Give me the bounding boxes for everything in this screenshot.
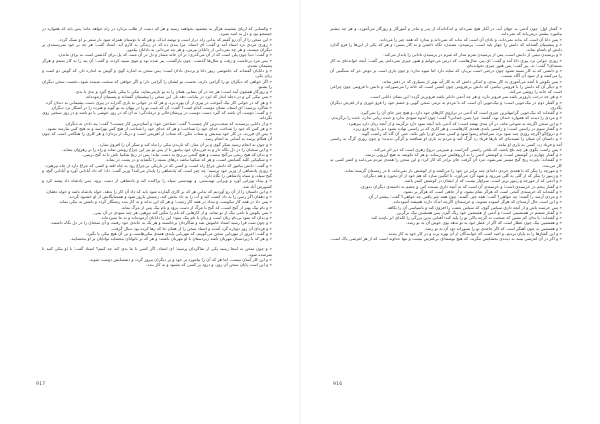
paragraph: « و این است پایان سخن آن روز، و درود بر کسی که بشنود و به کار بندد. [146, 262, 272, 267]
paragraph: « و آدمی که از مورچه و زنبور برتر است، سزاوار نیست که از ایشان در کوشش کمتر باشد. [403, 178, 562, 184]
paragraph: « گفتار اول: چون آدمی به جهان آید، در آغاز هیچ نمی‌داند و اندک‌اندک از پدر و مادر و آموزگار و روزگار می‌آموزد، و هر چه بیشتر بیاموزد بیشتر درمی‌یابد که نمی‌داند. [330, 26, 562, 37]
paragraph: « و هر چه درخت بارورتر باشد سر فروتر دارد، و هر چه آدمی داناتر باشد فروتن‌تر گردد؛ این نشان دانایی است. [369, 94, 562, 100]
paragraph: « و همنشین بد چون آهنگر است که اگر جامه‌ی تو را نسوزاند دود آن به تو رسد. [424, 225, 562, 231]
paragraph: « این سخن را از آن رو گفتم که بدانی راه دراز است و توشه اندک، و هر که با دوستان همراه شود بار سفر بر او سبک گردد. [58, 36, 272, 42]
paragraph: « پس بکوش تا آنچه می‌آموزی به کار بندی، و اندکی دانش که به کار آید بهتر از بسیاری که در دفتر بماند. [381, 78, 562, 84]
paragraph: « پس بکوش تا نامی نیک از تو بماند، و از کارهایی که نام را ننگین کند بپرهیز، هر چند سودی در آن بینی. [93, 209, 272, 215]
paragraph: « پس داد در همه کار نیکوست و بیداد در همه کار زشت؛ و هر که این بداند و به کار بندد رستگار گردد و نامش به نیکی بماند. [58, 199, 272, 205]
paragraph: « پس مرد برخاست و رفت و سال‌ها گذشت. چون بازگشت، پیر شده بود و موی سپید کرده، و گفت: آن پند را به کار بستم و هرگز پشیمان نشدم. [42, 57, 272, 68]
paragraph: « و زنبور را بنگر که از گلی به گلی می‌رود و شهد گرد می‌آورد، تا انگبین سازد که هم خود از آن بخورد و هم دیگران. [362, 173, 562, 178]
paragraph: « روزی پادشاهی از وزیر خود پرسید: چه چیز است که پادشاهی را پایدار می‌کند؟ وزیر گفت: داد؛ که داد آبادانی آورد و آبادانی گنج، و گنج سپاه، و سپاه پادشاهی را نگاه دارد. [42, 167, 272, 178]
paragraph: « شاگرد پرسید: ای استاد، نشان دوست کدام است؟ گفت: آن که عیب تو را در پنهان به تو گوید و هنرت را در آشکار نزد دیگران. [50, 104, 272, 110]
paragraph: « و گفتار چهارم در کوشش است؛ و کوشش آدمی را به آرزوهایش می‌رساند، و هر که نکوشد به هیچ آرزویی نرسد. [364, 152, 562, 157]
paragraph: « و از دانایی پرسیدند که سخت‌ترین کار چیست؟ گفت: شناختن خود؛ و آسان‌ترین کار چیست؟ گفت: پند دادن به دیگران. [64, 120, 272, 126]
paragraph: « و هر کس که خود را شناخت خدای خود را شناخت؛ و هر که خدای خود را شناخت از هیچ کس نهراسد و به هیچ کس نیازمند نشود. [46, 125, 272, 131]
paragraph: « و شکیبایی کلید گشایش است، و هر که شکیبا نباشد درهای بسته را نگشاید و در پشت در بماند. [105, 157, 272, 163]
paragraph: « و این سخنان را در دل نگاه دار و به فرزندان خود بیاموز تا از پس تو نیز این چراغ روشن بماند و راه را بر رهروان بنماید. [61, 146, 272, 152]
paragraph: « و روزگار همچون آینه است؛ هر چه در آن بنمایی همان را به تو بازمی‌نماید، نیکی با نیکی پاسخ گیرد و بدی با بدی. [74, 89, 272, 94]
paragraph: « و این کار آسان نیست، اما هر که آن را بیاموزد بر خود و بر دیگران پیروز گردد و دشمنانش دوست شوند. [88, 256, 272, 262]
paragraph: « و داستان آن شبان را شنیده‌ای که بارها فریاد زد گرگ آمد و مردم به یاری او شتافتند و گرگی ندیدند؛ و چون روزی گرگ به راستی آمد و فریاد زد، کسی به یاری او نیامد. [330, 136, 562, 147]
paragraph: « و همنشین نیک چون عطار است که اگر از عطر خود به تو ندهد بوی خوش آن به تو رسد. [405, 220, 562, 226]
right-page [300, 0, 600, 424]
paragraph: « و چون سخن به اینجا رسید یکی از شاگردان پرسید: ای استاد، اگر کسی با ما بدی کند چه کنیم؟ استاد گفت: با او نیکی کنید تا شرمنده شود. [42, 246, 272, 257]
paragraph: « و گفته‌اند که نیک‌خویی گرانبهاترین چیزی است که آدمی در ترازوی کارهای خود دارد، و هیچ چیز جای آن را نمی‌گیرد. [359, 110, 562, 115]
paragraph: « و این است حال آزمندان که هرگز آسوده نشوند، و خرسندان اگرچه اندک دارند همیشه آسوده‌اند. [392, 199, 562, 205]
paragraph: « و گفته‌اند که خرسندی گنجی است که هرگز تمام نشود، و آز چاهی است که هرگز پر نشود. [402, 188, 562, 194]
paragraph: « و گفتار سوم در راستی است؛ و راستی پایه‌ی همه‌ی کارهاست، و هر کاری که بر راستی نهاده نشود دیر یا زود فرو ریزد. [352, 125, 562, 131]
paragraph: « و پرسیدن نیمی از دانش است، پس از پرسیدن شرم مدار که شرم در پرسیدن نادانی را پایدار می‌کند. [383, 52, 562, 58]
paragraph: « و گفتار پنجم در خرسندی است؛ و خرسندی آن است که به آنچه داری بسنده کنی و چشم به داشته‌ی دیگران ندوزی. [359, 183, 562, 189]
paragraph: « و مردی را دیدند که همواره خندان بود، گفتند: چرا چنین خندانی؟ گفت: چون اندوه سودی ندارد و خنده زیانی ندارد، خنده را برگزیدم. [330, 115, 562, 121]
paragraph: « روزی مردی نزد استاد آمد و گفت: ای استاد، مرا پندی ده که در زندگی به کارم آید. استاد گفت: هر چه بر خود نمی‌پسندی بر دیگران مپسند، و هر چه نمی‌دانی از دانایان بپرس، و هر چه می‌دانی به نادانان بیاموز. [42, 41, 272, 52]
paragraph: « و چون شب فرا رسید استاد خاموش شد و شاگردان برخاستند و هر یک به خانه‌ی خود رفتند، و آن سخنان را در دل نگاه داشتند. [50, 220, 272, 226]
paragraph: « پس راست بگوی هر چند تلخ باشد، که تلخی راستی گذراست و شیرینی دروغ زهری است که دیر اثر می‌کند. [373, 146, 562, 152]
paragraph: « و گفتار دوم در نیک‌خویی است؛ و نیک‌خویی آن است که با مردم به نرمی سخن گویی و خشم خود را فرو خوری و از لغزش دیگران بگذری. [330, 99, 562, 110]
paragraph: « و دهقان اگر زمین را به داد کشت کند و آب را به داد بخش کند، زمینش بارور شود و همسایگانش از او خشنود گردند. [68, 194, 272, 199]
paragraph: « و دانایان گفته‌اند که خاموشی زیور دانا و پرده‌ی نادان است؛ پس سخن به اندازه گوی و گوش به اندازه دار، که گوش دو است و زبان یکی. [42, 68, 272, 79]
paragraph: « و گفت: دوست آن باشد که گیرد دست دوست در پریشان‌حالی و درماندگی؛ نه آن که در روز خوشی با تو باشد و در روز سختی روی بگرداند. [42, 110, 272, 121]
paragraph: « و گفتار ششم در همنشینی است؛ و آدمی از همنشین خود رنگ گیرد، پس همنشین نیک برگزین. [395, 209, 562, 215]
paragraph: « و گفت: دانش بیاموز که دانش چراغ راه است، و کسی که در تاریکی بی‌چراغ رود به چاه افتد و کسی که چراغ دارد از چاه بپرهیزد. [44, 162, 272, 168]
paragraph: « و نام نیک بهتر از گنج است، که گنج با مرگ از دست برود و نام نیک پس از مرگ بماند. [120, 204, 272, 210]
paragraph: « پس خرسند باش و از آنچه داری سپاس گوی، که سپاس نعمت را افزون کند و ناسپاسی آن را بکاهد. [386, 204, 562, 210]
paragraph: « و پیشینیان گفته‌اند که دانش را چهار پایه است: پرسیدن، شنیدن، نگاه داشتن و به کار بستن؛ و هر که یکی از این‌ها را فرو گذارد دانش او ناتمام بماند. [330, 41, 562, 52]
paragraph: « پس دانا آن است که بداند نمی‌داند، و نادان آن است که نداند که نمی‌داند و پندارد که همه چیز را می‌داند. [379, 36, 562, 42]
paragraph: « وکسانی که ازپای بنشینند هرگز به مقصود نخواهند رسید و هر که دست از طلب بردارد در راه خواهد ماند؛ پس باید که همواره در جستجو بود و دل به امید سپرد. [42, 26, 272, 37]
paragraph: « و گفت: دنیا چون پلی است که از آن می‌گذری؛ بر آن خانه مساز و دل در آن مبند، که پل برای گذشتن است نه برای ماندن. [57, 52, 272, 58]
paragraph: « و هر که با زیردستان مهربان باشد زبردستان با او مهربان باشند؛ و هر که بر ناتوانان ببخشاید توانایان بر او ببخشایند. [70, 236, 272, 241]
paragraph: « اگر خواهی که دیگران تو را گرامی دارند، نخست تو ایشان را گرامی دار؛ و اگر خواهی که سخنت شنیده شود، نخست سخن دیگران را بشنو. [42, 78, 272, 89]
paragraph: « و دیگر آن که دانش را با فروتنی بیامیز، که دانش بی‌فروتنی چون آتشی است که خانه را می‌سوزاند، و دانش با فروتنی چون چراغی است که خانه را روشن می‌کند. [330, 83, 562, 94]
paragraph: « پس نیکی کن و در دجله انداز که ایزد در بیابانت دهد باز. این سخن را پیشینیان گفته‌اند و پسینیان آزموده‌اند. [84, 94, 272, 100]
paragraph: « و دروغ‌گو اگرچه روزی چند سود برد، سرانجام رسوا شود و کسی سخن او را باور نکند، حتی آن گاه که راست گوید. [360, 131, 562, 136]
paragraph: « و مورچه را بنگر که با همه‌ی خردی دانه‌ای چند برابر تن خود را می‌کشد و از کوشش باز نمی‌ماند، تا در زمستان گرسنه نماند. [344, 167, 562, 173]
paragraph: « و دانشی که به کار بسته نشود چون درختی است بی‌بار، که سایه دارد اما میوه ندارد؛ و چون باری است بر دوش خر که سنگینی آن را می‌کشد و از سود آن آگاه نیست. [330, 68, 562, 79]
paragraph: « و گفته‌اند: با بدان کم نشین که صحبت بد گرچه پاکی تو را پلید کند؛ آفتابی بدین بزرگی را لکه‌ای ابر ناپدید کند. [370, 215, 562, 220]
right-page-text [330, 26, 562, 374]
left-page-text [42, 26, 272, 374]
paragraph: « و اگر در آن لغزشی بینند به دیده‌ی بخشایش بنگرند، که هیچ نوشته‌ای بی‌لغزش نیست و تنها خداوند است که از هر لغزشی پاک است. [330, 236, 562, 241]
paragraph: « و بدان که هیچ رنجی بی‌گنج نیست و هیچ گنجی بی‌رنج به دست نیاید؛ پس در رنج شکیبا باش تا به گنج برسی. [81, 152, 272, 157]
paragraph: « روزی جوانی نزد پیری دانا آمد و گفت: ای پیر، سال‌هاست که درس می‌خوانم و هنوز چیزی نمی‌دانم. پیر گفت: آنچه خوانده‌ای به کار بسته‌ای؟ گفت: نه. پیر گفت: پس هنوز چیزی نخوانده‌ای. [330, 57, 562, 68]
left-page-number: 917 [36, 382, 46, 387]
paragraph: « و گفته‌اند: نابرده رنج گنج میسر نمی‌شود، مزد آن گرفت جان برادر که کار کرد؛ و این سخن را همه‌ی مردم می‌دانند و کمتر کسی به کار می‌بندد. [330, 157, 562, 168]
paragraph: « و این داستان را از آن رو آوردیم که بدانی هر که بر کاری گمارده شود باید که داد آن کار را بدهد، خواه پادشاه باشد و خواه دهقان. [45, 188, 272, 194]
paragraph: « و این گفتارها را به پایان بردیم، و امید است که خوانندگان از آن بهره برند و در کار خود به کار بندند. [387, 230, 562, 236]
paragraph: « و بیداد ویرانی آورد و ویرانی تهیدستی، و تهیدستی سپاه را پراکنده کند و پادشاهی از دست برود. پس پادشاه داد پیشه کرد و کشورش آباد شد. [42, 178, 272, 189]
right-page-number: 916 [333, 382, 343, 387]
paragraph: « پس ای فرزند، در کار خود بیندیش و شتاب مکن، که شتاب از اهریمن است و درنگ از یزدان؛ و هر کاری را هنگامی است که چون آن هنگام برسد به آسانی به انجام رسد. [42, 131, 272, 142]
paragraph: « و چون به انجام رسید شکر گوی و بر آن مناز، که نازیدن نیکی را تباه کند و شکر آن را افزون سازد. [98, 141, 272, 147]
paragraph: « و فردای آن روز دوباره گرد آمدند و استاد سخن را از همان جا که رها کرده بود دنبال گرفت. [110, 225, 272, 231]
paragraph: « و هر که در جوانی کار نیک آموخت در پیری از آن بهره برد، و هر که در جوانی به بازی گذراند در پیری دست پشیمانی به دندان گزد. [44, 99, 272, 105]
paragraph: « و گفت: امروز از مهربانی سخن می‌گوییم، که مهربانی پایه‌ی همه‌ی نیکی‌هاست و بی آن هیچ نیکی پا نگیرد. [85, 230, 272, 236]
paragraph: « و بدان که سود بی‌نام زیان است و زیان با نام نیک سود؛ این را دانایان آزموده‌اند و به ما سپرده‌اند. [100, 215, 272, 220]
paragraph: « و این سخن اگرچه به شوخی ماند، در آن پندی نهفته است؛ که آدمی باید آنچه سود دارد برگزیند و از آنچه زیان دارد بپرهیزد. [347, 120, 562, 126]
paragraph: « و مردی آزمند را گفتند: چه خواهی؟ گفت: همه چیز. گفتند: چون همه چیز یافتی چه خواهی؟ گفت: بیشتر از آن. [367, 194, 562, 199]
